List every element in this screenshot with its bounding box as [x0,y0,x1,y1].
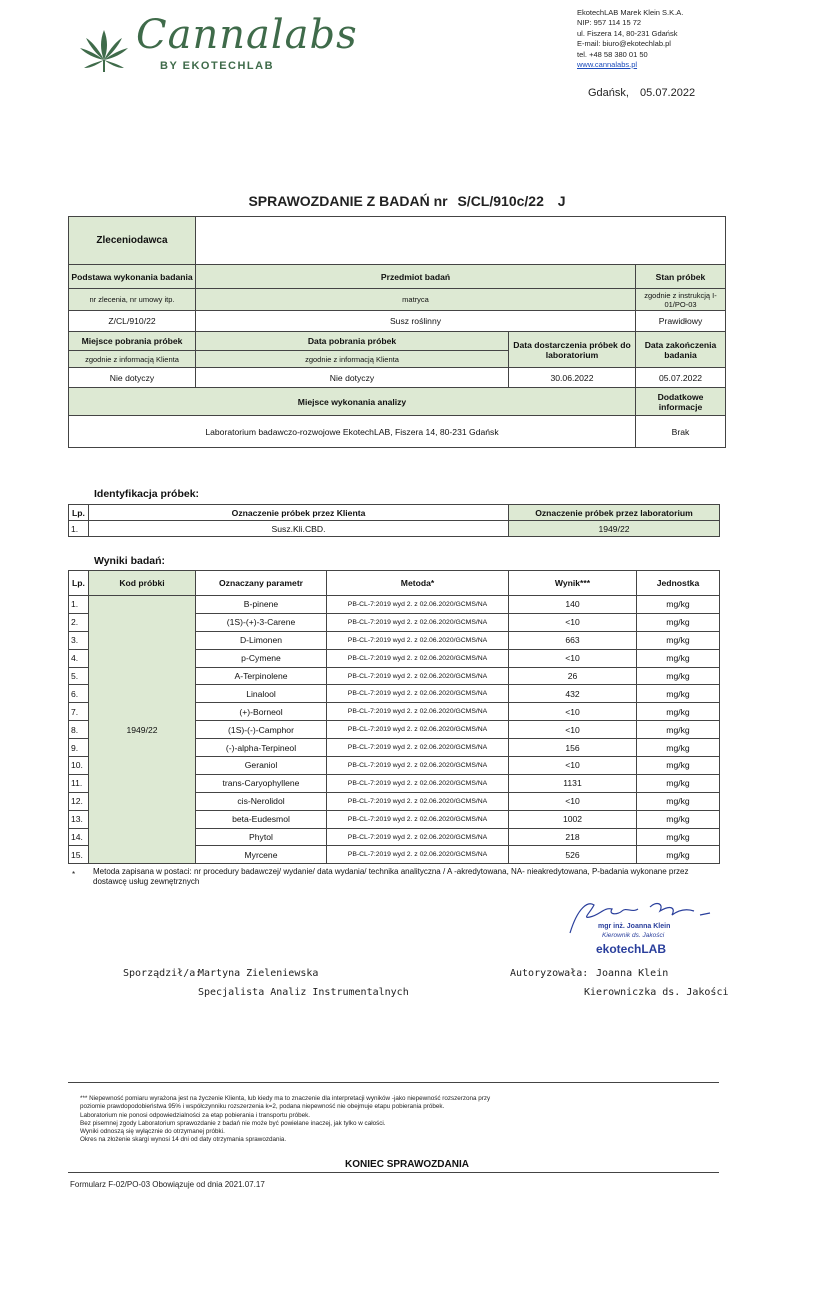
row-method: PB-CL-7:2019 wyd 2. z 02.06.2020/GCMS/NA [327,757,509,775]
row-method: PB-CL-7:2019 wyd 2. z 02.06.2020/GCMS/NA [327,703,509,721]
end-value: 05.07.2022 [636,368,726,388]
row-unit: mg/kg [637,774,720,792]
footer-divider [68,1082,719,1083]
row-param: (1S)-(-)-Camphor [196,721,327,739]
company-info [577,8,683,70]
row-unit: mg/kg [637,721,720,739]
sampling-date-value: Nie dotyczy [196,368,509,388]
row-lp: 6. [69,685,89,703]
col-header-method: Metoda* [327,571,509,596]
report-number: S/CL/910c/22 [457,193,544,209]
company-line: ul. Fiszera 14, 80-231 Gdańsk [577,28,678,38]
row-unit: mg/kg [637,685,720,703]
row-unit: mg/kg [637,596,720,614]
prepared-name: Martyna Zieleniewska [198,968,319,979]
disclaimer [80,1095,700,1145]
row-unit: mg/kg [637,649,720,667]
row-method: PB-CL-7:2019 wyd 2. z 02.06.2020/GCMS/NA [327,667,509,685]
row-param: (1S)-(+)-3-Carene [196,613,327,631]
report-date: 05.07.2022 [640,87,696,99]
row-lp: 8. [69,721,89,739]
place-date [588,87,695,99]
delivery-value: 30.06.2022 [509,368,636,388]
sample-code: 1949/22 [89,596,196,864]
disclaimer-line: Laboratorium nie ponosi odpowiedzialności za etap pobierania i transportu próbek. [80,1111,310,1119]
identification-title: Identyfikacja próbek: [94,488,200,500]
stamp-role: Kierownik ds. Jakości [602,932,665,939]
state-value: Prawidłowy [636,311,726,332]
basis-value: Z/CL/910/22 [69,311,196,332]
row-param: (+)-Borneol [196,703,327,721]
company-line: EkotechLAB Marek Klein S.K.A. [577,8,684,17]
row-method: PB-CL-7:2019 wyd 2. z 02.06.2020/GCMS/NA [327,596,509,614]
id-row-client: Susz.Kli.CBD. [89,521,509,537]
row-unit: mg/kg [637,757,720,775]
row-param: beta-Eudesmol [196,810,327,828]
delivery-label: Data dostarczenia próbek do laboratorium [509,332,636,368]
row-result: 140 [509,596,637,614]
row-method: PB-CL-7:2019 wyd 2. z 02.06.2020/GCMS/NA [327,631,509,649]
footnote-star: * [72,870,76,879]
row-lp: 1. [69,596,89,614]
subject-value: Susz roślinny [196,311,636,332]
company-line: NIP: 957 114 15 72 [577,18,642,28]
row-result: 526 [509,846,637,864]
disclaimer-line: Okres na złożenie skargi wynosi 14 dni od daty otrzymania sprawozdania. [80,1136,287,1144]
row-param: trans-Caryophyllene [196,774,327,792]
col-header-code: Kod próbki [89,571,196,596]
sampling-place-sub: zgodnie z informacją Klienta [69,351,196,368]
row-unit: mg/kg [637,739,720,757]
col-header-lp: Lp. [69,571,89,596]
state-sub: zgodnie z instrukcją I-01/PO-03 [636,289,726,311]
row-unit: mg/kg [637,810,720,828]
method-footnote: Metoda zapisana w postaci: nr procedury badawczej/ wydanie/ data wydania/ technika analityczna / A -akredytowana, NA- nieakredytowana, P-badania wykonane przez dostawcę usług zewnętrznych [93,867,689,886]
row-method: PB-CL-7:2019 wyd 2. z 02.06.2020/GCMS/NA [327,685,509,703]
disclaimer-line: Bez pisemnej zgody Laboratorium sprawozdanie z badań nie może być powielane inaczej, jak tylko w całości. [80,1119,386,1127]
sampling-place-label: Miejsce pobrania próbek [69,332,196,351]
form-note: Formularz F-02/PO-03 Obowiązuje od dnia 2021.07.17 [70,1180,265,1189]
stamp-brand: ekotechLAB [596,942,667,956]
row-method: PB-CL-7:2019 wyd 2. z 02.06.2020/GCMS/NA [327,649,509,667]
authorized-role: Kierowniczka ds. Jakości [584,987,729,998]
row-method: PB-CL-7:2019 wyd 2. z 02.06.2020/GCMS/NA [327,828,509,846]
row-unit: mg/kg [637,613,720,631]
row-unit: mg/kg [637,631,720,649]
handwritten-signature [560,897,720,937]
state-label: Stan próbek [636,265,726,289]
prepared-role: Specjalista Analiz Instrumentalnych [198,987,409,998]
disclaimer-line: *** Niepewność pomiaru wyrażona jest na życzenie Klienta, lub kiedy ma to znaczenie dla interpretacji wyników -jako niepewność rozszerzona przy [80,1095,491,1102]
identification-table [68,504,720,537]
row-result: <10 [509,757,637,775]
row-lp: 9. [69,739,89,757]
row-lp: 2. [69,613,89,631]
extra-value: Brak [636,416,726,448]
row-method: PB-CL-7:2019 wyd 2. z 02.06.2020/GCMS/NA [327,774,509,792]
client-label: Zleceniodawca [69,217,196,265]
company-logo [78,12,358,76]
row-method: PB-CL-7:2019 wyd 2. z 02.06.2020/GCMS/NA [327,739,509,757]
report-title [0,193,814,209]
results-title: Wyniki badań: [94,555,165,567]
analysis-place-value: Laboratorium badawczo-rozwojowe EkotechLAB, Fiszera 14, 80-231 Gdańsk [69,416,636,448]
row-result: <10 [509,792,637,810]
row-method: PB-CL-7:2019 wyd 2. z 02.06.2020/GCMS/NA [327,613,509,631]
row-result: 218 [509,828,637,846]
row-result: 1002 [509,810,637,828]
basis-label: Podstawa wykonania badania [69,265,196,289]
company-line: E-mail: biuro@ekotechlab.pl [577,39,671,49]
company-line: tel. +48 58 380 01 50 [577,49,648,59]
col-header-unit: Jednostka [637,571,720,596]
row-lp: 13. [69,810,89,828]
row-lp: 10. [69,757,89,775]
row-unit: mg/kg [637,703,720,721]
row-param: Myrcene [196,846,327,864]
row-lp: 5. [69,667,89,685]
authorized-name: Joanna Klein [596,968,669,979]
website-link[interactable]: www.cannalabs.pl [577,60,638,70]
row-result: 156 [509,739,637,757]
row-result: 26 [509,667,637,685]
end-of-report: KONIEC SPRAWOZDANIA [345,1159,469,1170]
row-param: Phytol [196,828,327,846]
row-param: cis-Nerolidol [196,792,327,810]
row-param: A-Terpinolene [196,667,327,685]
signature-stamp [560,897,720,959]
row-lp: 7. [69,703,89,721]
subject-sub: matryca [196,289,636,311]
row-unit: mg/kg [637,667,720,685]
row-lp: 12. [69,792,89,810]
sampling-place-value: Nie dotyczy [69,368,196,388]
disclaimer-line: Wyniki odnoszą się wyłącznie do otrzymanej próbki. [80,1128,225,1136]
id-row-lab: 1949/22 [509,521,720,537]
end-label: Data zakończenia badania [636,332,726,368]
client-value [196,217,726,265]
row-lp: 11. [69,774,89,792]
row-unit: mg/kg [637,792,720,810]
row-param: Geraniol [196,757,327,775]
row-lp: 14. [69,828,89,846]
row-lp: 15. [69,846,89,864]
footer-divider-bottom [68,1172,719,1173]
row-param: Linalool [196,685,327,703]
id-col-lp: Lp. [69,505,89,521]
id-col-client: Oznaczenie próbek przez Klienta [89,505,509,521]
row-param: B-pinene [196,596,327,614]
sampling-date-sub: zgodnie z informacją Klienta [196,351,509,368]
row-method: PB-CL-7:2019 wyd 2. z 02.06.2020/GCMS/NA [327,792,509,810]
disclaimer-line: poziomie prawdopodobieństwa 95% i współczynniku rozszerzenia k=2, podana niepewność nie obejmuje etapu pobierania próbek. [80,1103,445,1111]
report-title-text: SPRAWOZDANIE Z BADAŃ nr [248,193,448,209]
row-result: <10 [509,703,637,721]
logo-wordmark: Cannalabs [136,12,358,58]
table-row [69,596,720,614]
row-result: 1131 [509,774,637,792]
row-result: 432 [509,685,637,703]
sampling-date-label: Data pobrania próbek [196,332,509,351]
row-result: <10 [509,613,637,631]
row-result: <10 [509,721,637,739]
stamp-name: mgr inż. Joanna Klein [598,923,671,930]
row-result: 663 [509,631,637,649]
results-table [68,570,720,864]
logo-subtitle: BY EKOTECHLAB [160,60,275,72]
basis-sub: nr zlecenia, nr umowy itp. [69,289,196,311]
col-header-param: Oznaczany parametr [196,571,327,596]
row-param: D-Limonen [196,631,327,649]
row-param: (-)-alpha-Terpineol [196,739,327,757]
row-param: p-Cymene [196,649,327,667]
analysis-place-label: Miejsce wykonania analizy [69,388,636,416]
extra-label: Dodatkowe informacje [636,388,726,416]
row-result: <10 [509,649,637,667]
authorized-label: Autoryzowała: [510,968,589,979]
info-table [68,216,726,448]
row-method: PB-CL-7:2019 wyd 2. z 02.06.2020/GCMS/NA [327,721,509,739]
subject-label: Przedmiot badań [196,265,636,289]
row-lp: 4. [69,649,89,667]
col-header-result: Wynik*** [509,571,637,596]
id-row-lp: 1. [69,521,89,537]
cannabis-leaf-icon [78,26,130,76]
id-col-lab: Oznaczenie próbek przez laboratorium [509,505,720,521]
row-lp: 3. [69,631,89,649]
row-method: PB-CL-7:2019 wyd 2. z 02.06.2020/GCMS/NA [327,810,509,828]
row-method: PB-CL-7:2019 wyd 2. z 02.06.2020/GCMS/NA [327,846,509,864]
report-suffix: J [557,193,566,209]
row-unit: mg/kg [637,828,720,846]
prepared-label: Sporządził/a: [123,968,202,979]
place: Gdańsk, [588,87,629,99]
row-unit: mg/kg [637,846,720,864]
